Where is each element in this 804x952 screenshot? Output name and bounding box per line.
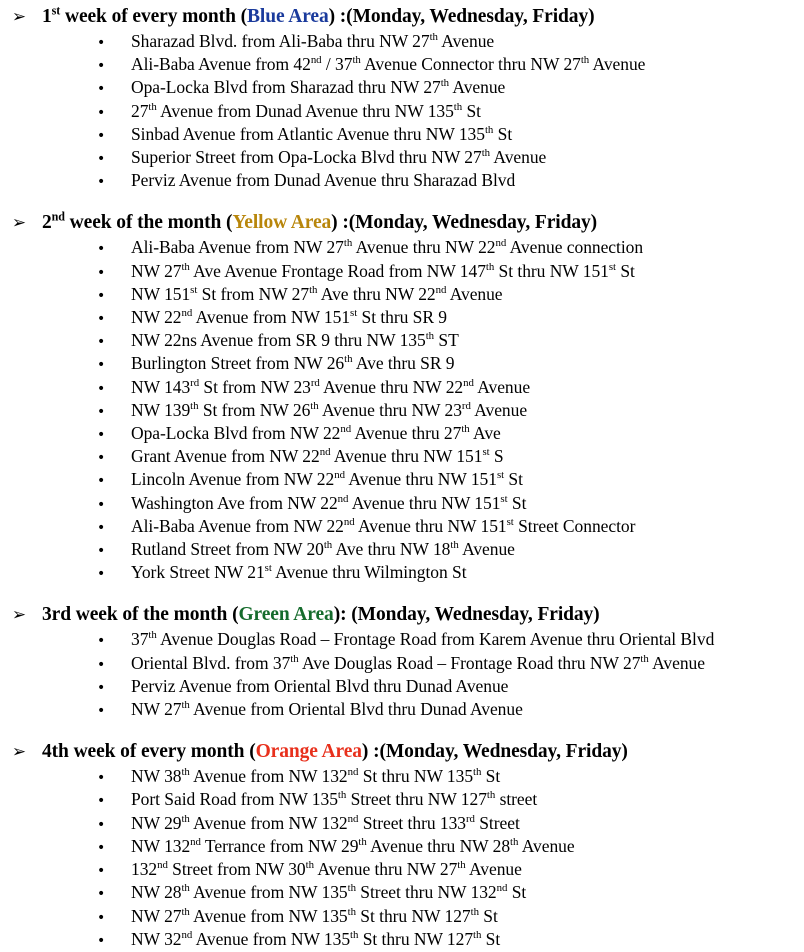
schedule-section-green [0, 602, 804, 722]
ordinal-superscript: th [290, 652, 299, 665]
ordinal-superscript: nd [340, 423, 352, 436]
bullet-icon: • [97, 543, 106, 560]
ordinal-superscript: th [181, 766, 190, 779]
street-segment-text: Sharazad Blvd. from Ali-Baba thru NW 27th Avenue [131, 31, 495, 51]
ordinal-superscript: th [580, 54, 590, 67]
street-list-green [0, 629, 804, 722]
ordinal-superscript: st [190, 284, 198, 296]
street-segment-text: Burlington Street from NW 26th Ave thru SR 9 [131, 353, 455, 374]
schedule-section-blue [0, 4, 804, 193]
ordinal-superscript: th [350, 928, 359, 941]
arrow-bullet-icon: ➢ [11, 7, 26, 27]
list-item [0, 789, 804, 812]
list-item [0, 377, 804, 400]
section-heading-text: 3rd week of the month (Green Area): (Monday, Wednesday, Friday) [42, 604, 600, 626]
list-item [0, 307, 804, 330]
street-segment-text: Ali-Baba Avenue from NW 27th Avenue thru NW 22nd Avenue connection [131, 237, 644, 258]
street-segment-text: Ali-Baba Avenue from 42nd / 37th Avenue Connector thru NW 27th Avenue [131, 54, 646, 75]
ordinal-superscript: nd [190, 836, 201, 849]
list-item [0, 493, 804, 516]
list-item [0, 400, 804, 423]
bullet-icon: • [97, 816, 106, 833]
bullet-icon: • [97, 241, 106, 258]
list-item [0, 353, 804, 376]
bullet-icon: • [97, 793, 106, 810]
ordinal-superscript: th [473, 766, 482, 779]
ordinal-superscript: nd [181, 307, 193, 320]
ordinal-superscript: nd [496, 882, 508, 895]
ordinal-superscript: st [506, 516, 514, 529]
street-list-orange [0, 766, 804, 952]
street-list-blue [0, 31, 804, 193]
ordinal-superscript: nd [495, 237, 507, 250]
ordinal-superscript: st [350, 307, 358, 320]
list-item [0, 836, 804, 859]
bullet-icon: • [97, 311, 106, 328]
bullet-icon: • [97, 703, 106, 720]
arrow-bullet-icon: ➢ [11, 742, 26, 763]
ordinal-superscript: nd [310, 54, 322, 67]
ordinal-superscript: th [148, 629, 157, 642]
section-heading-text: 2nd week of the month (Yellow Area) :(Monday, Wednesday, Friday) [42, 209, 598, 234]
ordinal-superscript: th [473, 928, 482, 941]
ordinal-superscript: th [640, 652, 649, 665]
bullet-icon: • [97, 427, 106, 444]
list-item [0, 446, 804, 469]
ordinal-superscript: th [429, 31, 438, 44]
bullet-icon: • [97, 886, 106, 903]
arrow-bullet-icon: ➢ [11, 605, 26, 626]
ordinal-superscript: th [352, 54, 361, 67]
list-item [0, 516, 804, 539]
ordinal-superscript: st [500, 492, 508, 505]
bullet-icon: • [97, 566, 106, 583]
ordinal-superscript: th [337, 789, 347, 802]
street-segment-text: NW 28th Avenue from NW 135th Street thru NW 132nd St [131, 882, 527, 903]
ordinal-superscript: nd [334, 469, 345, 482]
list-item [0, 469, 804, 492]
ordinal-superscript: th [425, 330, 435, 343]
list-item [0, 882, 804, 905]
street-segment-text: NW 32nd Avenue from NW 135th St thru NW 127th St [131, 928, 501, 949]
bullet-icon: • [97, 35, 106, 51]
ordinal-superscript: th [484, 123, 494, 136]
bullet-icon: • [97, 839, 106, 856]
bullet-icon: • [97, 473, 106, 490]
ordinal-superscript: th [453, 100, 463, 113]
ordinal-superscript: rd [461, 400, 471, 413]
street-segment-text: Lincoln Avenue from NW 22nd Avenue thru NW 151st St [131, 469, 523, 490]
list-item [0, 562, 804, 585]
ordinal-superscript: th [190, 400, 199, 413]
ordinal-superscript: st [496, 469, 505, 482]
street-segment-text: NW 38th Avenue from NW 132nd St thru NW 135th St [131, 766, 501, 787]
bullet-icon: • [97, 863, 106, 880]
list-item [0, 629, 804, 652]
ordinal-superscript: th [470, 905, 479, 918]
bullet-icon: • [97, 633, 106, 650]
ordinal-superscript: th [305, 859, 314, 872]
bullet-icon: • [97, 81, 106, 98]
ordinal-superscript: st [608, 260, 616, 273]
section-heading-green [0, 602, 804, 628]
street-segment-text: Oriental Blvd. from 37th Ave Douglas Road – Frontage Road thru NW 27th Avenue [131, 652, 705, 673]
ordinal-superscript: nd [337, 492, 349, 505]
list-item [0, 653, 804, 676]
section-heading-text: 1st week of every month (Blue Area) :(Monday, Wednesday, Friday) [42, 3, 595, 27]
ordinal-superscript: th [181, 905, 190, 918]
bullet-icon: • [97, 403, 106, 420]
ordinal-superscript: nd [343, 516, 355, 529]
list-item [0, 237, 804, 260]
street-segment-text: Sinbad Avenue from Atlantic Avenue thru NW 135th St [131, 123, 513, 144]
street-segment-text: Perviz Avenue from Oriental Blvd thru Dunad Avenue [131, 675, 509, 696]
list-item [0, 813, 804, 836]
bullet-icon: • [97, 334, 106, 351]
bullet-icon: • [97, 127, 106, 144]
area-label-blue: Blue Area [246, 6, 329, 27]
list-item [0, 330, 804, 353]
ordinal-superscript: th [181, 260, 190, 273]
ordinal-superscript: nd [347, 812, 359, 825]
ordinal-superscript: th [181, 699, 190, 712]
ordinal-superscript: rd [190, 376, 200, 389]
street-segment-text: 37th Avenue Douglas Road – Frontage Road from Karem Avenue thru Oriental Blvd [131, 629, 715, 650]
ordinal-superscript: th [181, 882, 190, 895]
ordinal-superscript: th [310, 400, 319, 413]
bullet-icon: • [97, 287, 106, 304]
bullet-icon: • [97, 450, 106, 467]
ordinal-superscript: th [347, 882, 356, 895]
arrow-bullet-icon: ➢ [11, 213, 26, 234]
ordinal-superscript: th [457, 859, 466, 872]
bullet-icon: • [97, 679, 106, 696]
section-heading-text: 4th week of every month (Orange Area) :(Monday, Wednesday, Friday) [42, 741, 628, 763]
street-segment-text: NW 132nd Terrance from NW 29th Avenue thru NW 28th Avenue [131, 835, 575, 856]
bullet-icon: • [97, 909, 106, 926]
bullet-icon: • [97, 496, 106, 513]
list-item [0, 906, 804, 929]
street-segment-text: Grant Avenue from NW 22nd Avenue thru NW 151st S [131, 446, 504, 467]
bullet-icon: • [97, 519, 106, 536]
area-label-orange: Orange Area [255, 741, 362, 763]
ordinal-superscript: th [440, 77, 450, 90]
section-heading-yellow [0, 210, 804, 236]
ordinal-superscript: nd [157, 859, 168, 872]
ordinal-superscript: nd [347, 766, 359, 779]
ordinal-superscript: rd [465, 812, 475, 825]
list-item [0, 170, 804, 193]
bullet-icon: • [97, 380, 106, 397]
section-heading-blue [0, 4, 804, 30]
street-segment-text: Perviz Avenue from Dunad Avenue thru Sharazad Blvd [131, 170, 516, 191]
schedule-section-yellow [0, 210, 804, 585]
ordinal-superscript: nd [319, 446, 331, 459]
ordinal-superscript: th [486, 789, 496, 802]
ordinal-superscript: th [485, 260, 495, 273]
ordinal-superscript: th [148, 100, 157, 113]
street-segment-text: York Street NW 21st Avenue thru Wilmington St [131, 562, 467, 583]
street-segment-text: Superior Street from Opa-Locka Blvd thru NW 27th Avenue [131, 147, 547, 168]
street-segment-text: Port Said Road from NW 135th Street thru NW 127th street [131, 789, 538, 810]
bullet-icon: • [97, 770, 106, 787]
ordinal-superscript: st [51, 3, 61, 18]
bullet-icon: • [97, 932, 106, 949]
list-item [0, 766, 804, 789]
ordinal-superscript: th [461, 423, 470, 436]
list-item [0, 929, 804, 952]
street-segment-text: NW 29th Avenue from NW 132nd Street thru 133rd Street [131, 812, 520, 833]
list-item [0, 699, 804, 722]
list-item [0, 54, 804, 77]
street-segment-text: NW 22nd Avenue from NW 151st St thru SR 9 [131, 307, 447, 328]
street-segment-text: NW 27th Ave Avenue Frontage Road from NW 147th St thru NW 151st St [131, 260, 635, 281]
list-item [0, 31, 804, 54]
list-item [0, 859, 804, 882]
street-segment-text: 27th Avenue from Dunad Avenue thru NW 135th St [131, 100, 481, 121]
bullet-icon: • [97, 104, 106, 121]
bullet-icon: • [97, 357, 106, 374]
area-label-green: Green Area [238, 604, 334, 626]
bullet-icon: • [97, 174, 106, 191]
street-segment-text: Washington Ave from NW 22nd Avenue thru NW 151st St [131, 492, 527, 513]
list-item [0, 261, 804, 284]
list-item [0, 77, 804, 100]
street-segment-text: NW 139th St from NW 26th Avenue thru NW 23rd Avenue [131, 399, 528, 420]
ordinal-superscript: th [510, 836, 519, 849]
list-item [0, 284, 804, 307]
ordinal-superscript: st [482, 446, 490, 459]
street-segment-text: Opa-Locka Blvd from Sharazad thru NW 27th Avenue [131, 77, 506, 98]
street-segment-text: NW 143rd St from NW 23rd Avenue thru NW 22nd Avenue [131, 376, 531, 397]
list-item [0, 147, 804, 170]
ordinal-superscript: rd [310, 376, 320, 389]
street-segment-text: NW 151st St from NW 27th Ave thru NW 22nd Avenue [131, 283, 503, 304]
street-segment-text: NW 27th Avenue from NW 135th St thru NW 127th St [131, 905, 498, 926]
ordinal-superscript: nd [463, 376, 474, 389]
list-item [0, 101, 804, 124]
ordinal-superscript: th [481, 147, 491, 160]
list-item [0, 423, 804, 446]
street-segment-text: Opa-Locka Blvd from NW 22nd Avenue thru 27th Ave [131, 423, 501, 444]
section-heading-orange [0, 739, 804, 765]
ordinal-superscript: th [344, 353, 353, 366]
ordinal-superscript: st [264, 562, 272, 575]
street-segment-text: NW 27th Avenue from Oriental Blvd thru Dunad Avenue [131, 699, 523, 720]
bullet-icon: • [97, 264, 106, 281]
ordinal-superscript: th [343, 237, 353, 250]
list-item [0, 539, 804, 562]
street-segment-text: 132nd Street from NW 30th Avenue thru NW 27th Avenue [131, 859, 522, 880]
ordinal-superscript: th [450, 539, 459, 552]
list-item [0, 676, 804, 699]
ordinal-superscript: nd [51, 209, 65, 224]
street-list-yellow [0, 237, 804, 585]
area-label-yellow: Yellow Area [232, 212, 332, 234]
ordinal-superscript: th [181, 812, 190, 825]
schedule-section-orange [0, 739, 804, 952]
street-segment-text: Ali-Baba Avenue from NW 22nd Avenue thru NW 151st Street Connector [131, 515, 636, 536]
list-item [0, 124, 804, 147]
ordinal-superscript: th [323, 539, 333, 552]
bullet-icon: • [97, 58, 106, 75]
street-segment-text: Rutland Street from NW 20th Ave thru NW 18th Avenue [131, 539, 515, 560]
street-segment-text: NW 22ns Avenue from SR 9 thru NW 135th ST [131, 330, 459, 351]
ordinal-superscript: th [347, 905, 356, 918]
ordinal-superscript: nd [181, 928, 193, 941]
bullet-icon: • [97, 151, 106, 168]
sections-container [0, 4, 804, 952]
bullet-icon: • [97, 656, 106, 673]
ordinal-superscript: th [309, 284, 318, 296]
ordinal-superscript: th [358, 836, 367, 849]
ordinal-superscript: nd [435, 284, 447, 296]
